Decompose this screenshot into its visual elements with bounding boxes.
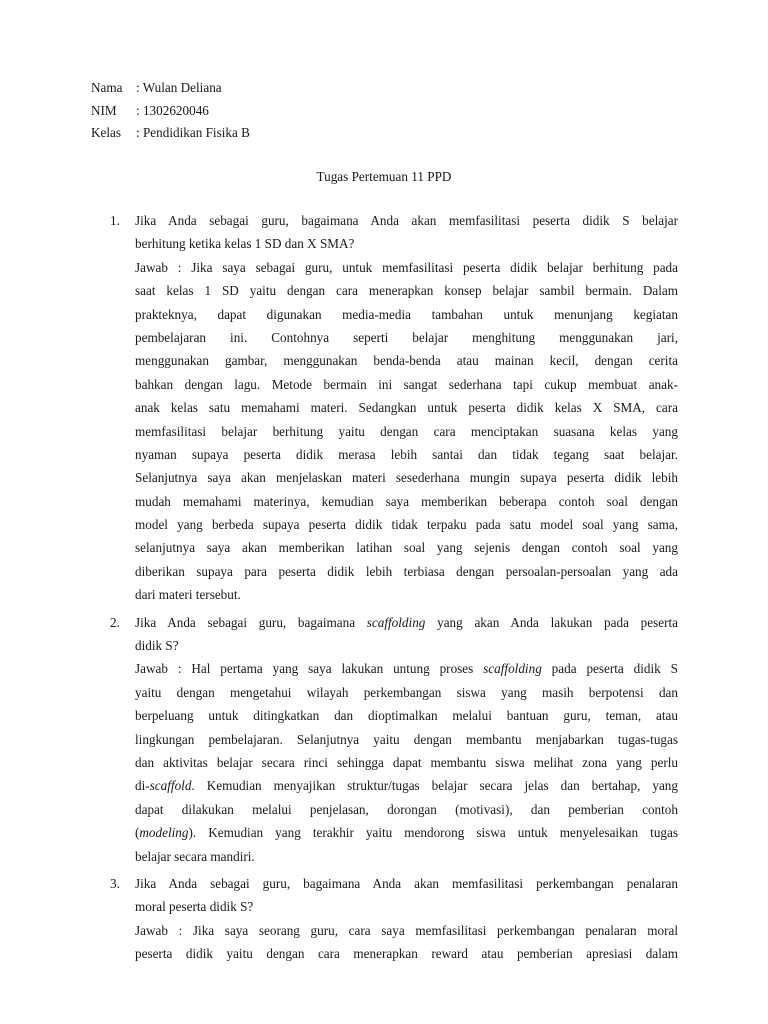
- text-line: [135, 232, 678, 255]
- list-item: [0, 611, 768, 868]
- text-line: [135, 872, 678, 895]
- text-segment: Jika Anda sebagai guru, bagaimana Anda akan memfasilitasi peserta didik S belajar: [135, 213, 678, 228]
- kelas-label: Kelas: [91, 125, 122, 141]
- nama-value: : Wulan Deliana: [136, 80, 222, 95]
- text-line: [135, 774, 678, 797]
- text-segment: Selanjutnya saya akan menjelaskan materi sesederhana mungin supaya peserta didik lebih: [135, 470, 678, 486]
- italic-term: scaffolding: [483, 661, 542, 677]
- text-line: [135, 256, 678, 279]
- text-segment: Jawab : Jika saya sebagai guru, untuk memfasilitasi peserta didik belajar berhitung pada: [135, 259, 678, 275]
- nim-label: NIM: [91, 102, 117, 118]
- kelas-row: [91, 122, 250, 145]
- text-segment: mudah memahami materinya, kemudian saya memberikan beberapa contoh soal dengan: [135, 493, 678, 509]
- text-line: [135, 728, 678, 751]
- text-segment: dapat dilakukan melalui penjelasan, dorongan (motivasi), dan pemberian contoh: [135, 801, 678, 817]
- text-line: [135, 443, 678, 466]
- document-title: Tugas Pertemuan 11 PPD: [316, 169, 452, 184]
- nama-label: Nama: [91, 80, 123, 95]
- text-segment: selanjutnya saya akan memberikan latihan soal yang sejenis dengan contoh soal yang: [135, 540, 678, 556]
- text-segment: Jawab : Jika saya seorang guru, cara saya memfasilitasi perkembangan penalaran moral: [135, 922, 678, 938]
- text-line: [135, 821, 678, 844]
- italic-term: scaffold: [149, 778, 192, 794]
- text-segment: menggunakan gambar, menggunakan benda-benda atau mainan kecil, dengan cerita: [135, 353, 678, 369]
- text-segment: . Kemudian menyajikan struktur/tugas belajar secara jelas dan bertahap, yang: [191, 778, 678, 794]
- text-line: [135, 513, 678, 536]
- text-line: [135, 349, 678, 372]
- text-line: [135, 611, 678, 634]
- nim-row: [91, 100, 250, 123]
- item-number: 3.: [110, 875, 120, 891]
- item-number: 1.: [110, 213, 120, 228]
- text-line: [135, 634, 678, 657]
- text-segment: memfasilitasi belajar berhitung yaitu dengan cara menciptakan suasana kelas yang: [135, 423, 678, 439]
- text-line: [135, 798, 678, 821]
- text-segment: Jika Anda sebagai guru, bagaimana: [135, 614, 367, 630]
- text-segment: pembelajaran ini. Contohnya seperti belajar menghitung menggunakan jari,: [135, 329, 678, 345]
- text-line: [135, 326, 678, 349]
- text-segment: (: [135, 825, 140, 841]
- text-segment: bahkan dengan lagu. Metode bermain ini sangat sederhana tapi cukup membuat anak-: [135, 376, 678, 392]
- text-segment: dan aktivitas belajar secara rinci sehingga dapat membantu siswa melihat zona yang perlu: [135, 754, 678, 770]
- text-line: [135, 303, 678, 326]
- text-line: [135, 279, 678, 302]
- text-segment: saat kelas 1 SD yaitu dengan cara menerapkan konsep belajar sambil bermain. Dalam: [135, 283, 678, 299]
- italic-term: modeling: [139, 825, 189, 841]
- text-segment: ). Kemudian yang terakhir yaitu mendorong siswa untuk menyelesaikan tugas: [188, 825, 678, 841]
- text-segment: nyaman supaya peserta didik merasa lebih santai dan tidak tegang saat belajar.: [135, 446, 678, 462]
- text-line: [135, 396, 678, 419]
- text-segment: berhitung ketika kelas 1 SD dan X SMA?: [135, 236, 355, 252]
- text-segment: yaitu dengan mengetahui wilayah perkembangan siswa yang masih berpotensi dan: [135, 684, 678, 700]
- nama-row: [91, 77, 250, 100]
- text-segment: anak kelas satu memahami materi. Sedangkan untuk peserta didik kelas X SMA, cara: [135, 400, 678, 416]
- text-segment: pada peserta didik S: [541, 661, 678, 677]
- text-line: [135, 845, 678, 868]
- text-segment: belajar secara mandiri.: [135, 848, 255, 864]
- text-segment: berpeluang untuk ditingkatkan dan dioptimalkan melalui bantuan guru, teman, atau: [135, 708, 678, 724]
- text-line: [135, 209, 678, 232]
- text-segment: prakteknya, dapat digunakan media-media tambahan untuk menunjang kegiatan: [135, 306, 678, 322]
- text-segment: model yang berbeda supaya peserta didik tidak terpaku pada satu model soal yang sama,: [135, 517, 678, 533]
- list-item: [0, 209, 768, 607]
- student-info: [91, 77, 250, 145]
- text-segment: peserta didik yaitu dengan cara menerapkan reward atau pemberian apresiasi dalam: [135, 946, 678, 962]
- list-item: [0, 872, 768, 966]
- nim-value: : 1302620046: [136, 102, 209, 118]
- text-line: [135, 373, 678, 396]
- question-list: [0, 209, 768, 966]
- text-segment: lingkungan pembelajaran. Selanjutnya yaitu dengan membantu menjabarkan tugas-tugas: [135, 731, 678, 747]
- text-line: [135, 420, 678, 443]
- text-line: [135, 490, 678, 513]
- text-segment: yang akan Anda lakukan pada peserta: [425, 614, 678, 630]
- item-number: 2.: [110, 614, 120, 630]
- text-line: [135, 919, 678, 942]
- italic-term: scaffolding: [366, 614, 426, 630]
- text-line: [135, 751, 678, 774]
- text-line: [135, 657, 678, 680]
- text-line: [135, 560, 678, 583]
- text-segment: dari materi tersebut.: [135, 587, 241, 603]
- text-line: [135, 681, 678, 704]
- text-segment: didik S?: [135, 638, 179, 654]
- text-segment: di-: [135, 778, 150, 794]
- text-line: [135, 583, 678, 606]
- text-line: [135, 942, 678, 965]
- text-line: [135, 704, 678, 727]
- text-segment: diberikan supaya para peserta didik lebih terbiasa dengan persoalan-persoalan yang ada: [135, 563, 678, 579]
- text-segment: Jawab : Hal pertama yang saya lakukan untung proses: [135, 661, 484, 677]
- text-segment: moral peserta didik S?: [135, 899, 254, 915]
- text-line: [135, 536, 678, 559]
- text-line: [135, 895, 678, 918]
- text-segment: Jika Anda sebagai guru, bagaimana Anda akan memfasilitasi perkembangan penalaran: [135, 875, 678, 891]
- text-line: [135, 466, 678, 489]
- kelas-value: : Pendidikan Fisika B: [136, 125, 250, 141]
